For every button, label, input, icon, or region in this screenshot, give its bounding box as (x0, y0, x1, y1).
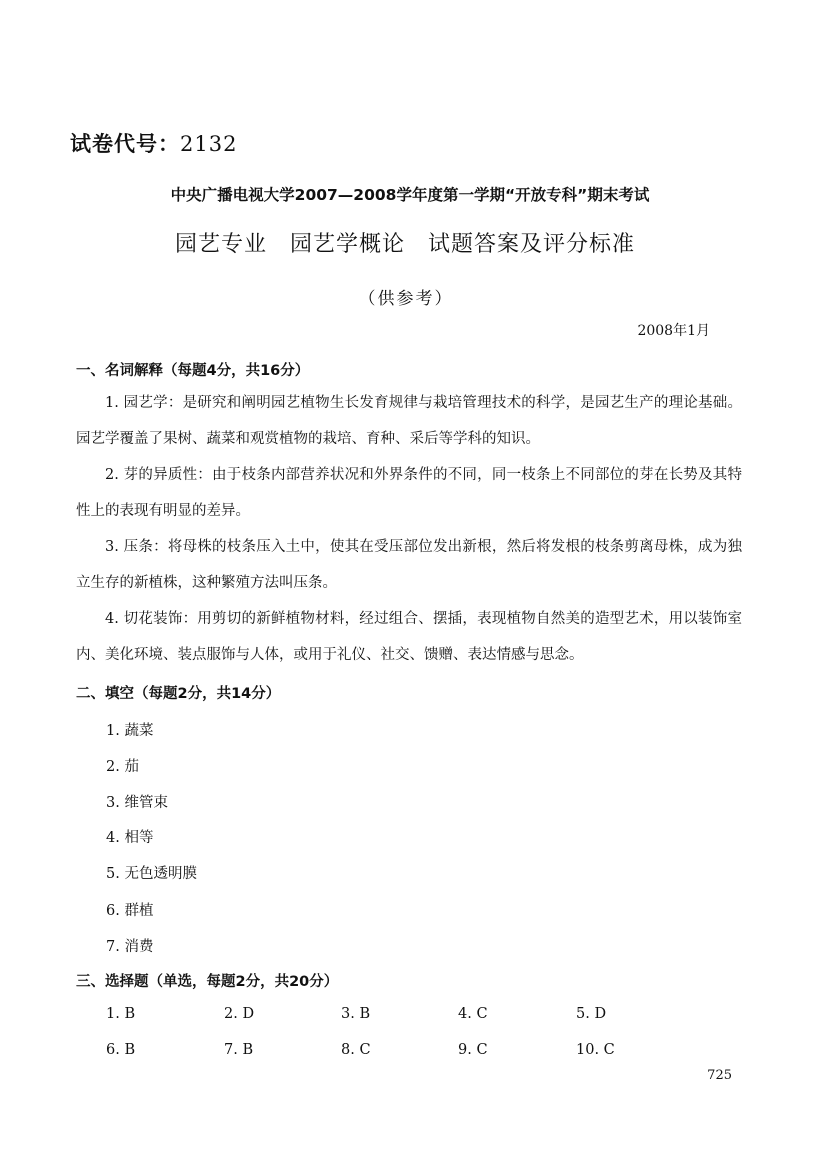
definition-item: 3. 压条：将母株的枝条压入土中，使其在受压部位发出新根，然后将发根的枝条剪离母株，成为独立生存的新植株，这种繁殖方法叫压条。 (76, 539, 742, 591)
section-2-heading: 二、填空（每题2分，共14分） (76, 686, 281, 702)
reference-note: （供参考） (358, 289, 454, 309)
choice-answer: 3. B (341, 1006, 371, 1022)
choice-answer: 7. B (224, 1042, 254, 1058)
paper-code-label: 试卷代号： (70, 132, 180, 156)
section-1-heading: 一、名词解释（每题4分，共16分） (76, 363, 310, 379)
choice-answer: 2. D (224, 1006, 255, 1022)
choice-answer: 5. D (576, 1006, 607, 1022)
choice-answer: 10. C (576, 1042, 615, 1058)
choice-answer: 8. C (341, 1042, 371, 1058)
definition-item: 4. 切花装饰：用剪切的新鲜植物材料，经过组合、摆插，表现植物自然美的造型艺术，用以装饰室内、美化环境、装点服饰与人体，或用于礼仪、社交、馈赠、表达情感与思念。 (76, 611, 742, 663)
exam-date: 2008年1月 (637, 323, 710, 339)
choice-answer: 1. B (106, 1006, 136, 1022)
paper-code-number: 2132 (180, 132, 238, 156)
fill-blank-answer: 4. 相等 (106, 830, 154, 846)
page-title: 园艺专业 园艺学概论 试题答案及评分标准 (174, 232, 635, 257)
paper-code (70, 128, 237, 158)
choice-answer: 4. C (458, 1006, 488, 1022)
fill-blank-answer: 2. 茄 (106, 759, 139, 775)
section-3-heading: 三、选择题（单选，每题2分，共20分） (76, 974, 339, 990)
page-number: 725 (707, 1068, 732, 1083)
choice-answer: 9. C (458, 1042, 488, 1058)
fill-blank-answer: 1. 蔬菜 (106, 723, 154, 739)
fill-blank-answer: 6. 群植 (106, 903, 154, 919)
choice-answer: 6. B (106, 1042, 136, 1058)
definition-item: 2. 芽的异质性：由于枝条内部营养状况和外界条件的不同，同一枝条上不同部位的芽在长势及其特性上的表现有明显的差异。 (76, 467, 742, 519)
fill-blank-answer: 3. 维管束 (106, 795, 168, 811)
definition-item: 1. 园艺学：是研究和阐明园艺植物生长发育规律与栽培管理技术的科学，是园艺生产的理论基础。园艺学覆盖了果树、蔬菜和观赏植物的栽培、育种、采后等学科的知识。 (76, 395, 742, 447)
fill-blank-answer: 5. 无色透明膜 (106, 866, 197, 882)
exam-line: 中央广播电视大学2007—2008学年度第一学期“开放专科”期末考试 (170, 186, 650, 204)
fill-blank-answer: 7. 消费 (106, 939, 154, 955)
